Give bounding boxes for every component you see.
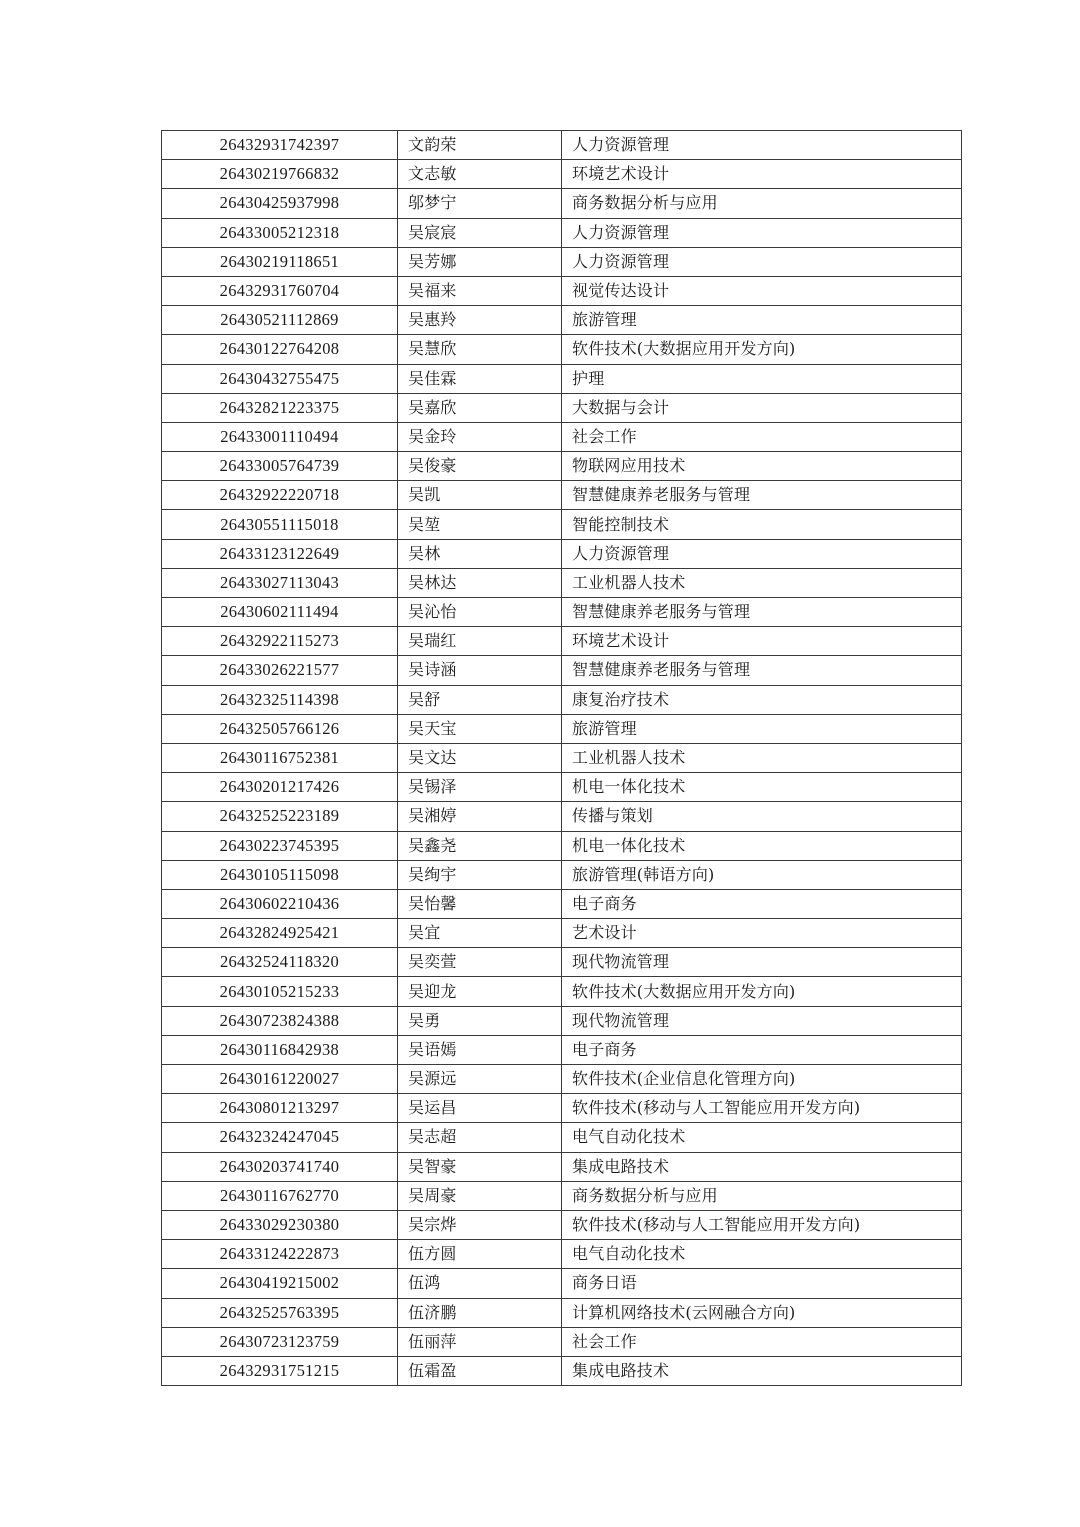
student-name-cell: 吴堃 xyxy=(398,510,562,539)
student-name-cell: 吴周豪 xyxy=(398,1181,562,1210)
student-name-cell: 吴勇 xyxy=(398,1006,562,1035)
major-cell: 物联网应用技术 xyxy=(562,452,962,481)
table-row xyxy=(162,306,962,335)
student-id-cell: 26432525223189 xyxy=(162,802,398,831)
major-cell: 软件技术(移动与人工智能应用开发方向) xyxy=(562,1210,962,1239)
student-name-cell: 邬梦宁 xyxy=(398,189,562,218)
student-name-cell: 吴宸宸 xyxy=(398,218,562,247)
student-id-cell: 26432525763395 xyxy=(162,1298,398,1327)
table-row xyxy=(162,889,962,918)
student-name-cell: 吴怡馨 xyxy=(398,889,562,918)
table-row xyxy=(162,1240,962,1269)
student-id-cell: 26430432755475 xyxy=(162,364,398,393)
student-name-cell: 吴锡泽 xyxy=(398,773,562,802)
table-row xyxy=(162,743,962,772)
student-id-cell: 26433005764739 xyxy=(162,452,398,481)
major-cell: 机电一体化技术 xyxy=(562,773,962,802)
major-cell: 电气自动化技术 xyxy=(562,1240,962,1269)
student-id-cell: 26433001110494 xyxy=(162,422,398,451)
student-name-cell: 吴志超 xyxy=(398,1123,562,1152)
table-row xyxy=(162,919,962,948)
student-id-cell: 26430116842938 xyxy=(162,1035,398,1064)
student-name-cell: 伍丽萍 xyxy=(398,1327,562,1356)
student-id-cell: 26430801213297 xyxy=(162,1094,398,1123)
student-id-cell: 26430723123759 xyxy=(162,1327,398,1356)
student-name-cell: 吴凯 xyxy=(398,481,562,510)
student-name-cell: 吴绚宇 xyxy=(398,860,562,889)
student-name-cell: 伍霜盈 xyxy=(398,1356,562,1385)
major-cell: 智慧健康养老服务与管理 xyxy=(562,598,962,627)
table-row xyxy=(162,393,962,422)
table-row xyxy=(162,1152,962,1181)
major-cell: 护理 xyxy=(562,364,962,393)
major-cell: 软件技术(大数据应用开发方向) xyxy=(562,977,962,1006)
student-name-cell: 吴佳霖 xyxy=(398,364,562,393)
student-id-cell: 26430116752381 xyxy=(162,743,398,772)
major-cell: 视觉传达设计 xyxy=(562,276,962,305)
student-id-cell: 26430116762770 xyxy=(162,1181,398,1210)
student-id-cell: 26432325114398 xyxy=(162,685,398,714)
student-id-cell: 26430551115018 xyxy=(162,510,398,539)
table-row xyxy=(162,656,962,685)
table-row xyxy=(162,422,962,451)
student-name-cell: 伍方圆 xyxy=(398,1240,562,1269)
student-name-cell: 吴智豪 xyxy=(398,1152,562,1181)
table-row xyxy=(162,802,962,831)
major-cell: 软件技术(移动与人工智能应用开发方向) xyxy=(562,1094,962,1123)
student-id-cell: 26430203741740 xyxy=(162,1152,398,1181)
major-cell: 现代物流管理 xyxy=(562,1006,962,1035)
student-name-cell: 吴瑞红 xyxy=(398,627,562,656)
table-row xyxy=(162,1181,962,1210)
student-name-cell: 吴福来 xyxy=(398,276,562,305)
student-name-cell: 伍济鹏 xyxy=(398,1298,562,1327)
student-name-cell: 吴源远 xyxy=(398,1065,562,1094)
student-name-cell: 吴嘉欣 xyxy=(398,393,562,422)
table-row xyxy=(162,627,962,656)
student-id-cell: 26430122764208 xyxy=(162,335,398,364)
student-name-cell: 吴沁怡 xyxy=(398,598,562,627)
student-id-cell: 26433124222873 xyxy=(162,1240,398,1269)
major-cell: 智慧健康养老服务与管理 xyxy=(562,481,962,510)
major-cell: 工业机器人技术 xyxy=(562,568,962,597)
table-row xyxy=(162,276,962,305)
student-id-cell: 26432824925421 xyxy=(162,919,398,948)
student-roster-table xyxy=(161,130,962,1386)
major-cell: 环境艺术设计 xyxy=(562,627,962,656)
major-cell: 智能控制技术 xyxy=(562,510,962,539)
major-cell: 现代物流管理 xyxy=(562,948,962,977)
student-id-cell: 26430723824388 xyxy=(162,1006,398,1035)
major-cell: 商务日语 xyxy=(562,1269,962,1298)
table-row xyxy=(162,452,962,481)
table-row xyxy=(162,1006,962,1035)
student-name-cell: 吴迎龙 xyxy=(398,977,562,1006)
table-row xyxy=(162,1210,962,1239)
major-cell: 人力资源管理 xyxy=(562,218,962,247)
table-row xyxy=(162,1327,962,1356)
major-cell: 社会工作 xyxy=(562,422,962,451)
major-cell: 电子商务 xyxy=(562,889,962,918)
major-cell: 人力资源管理 xyxy=(562,539,962,568)
roster-body xyxy=(162,131,962,1386)
table-row xyxy=(162,510,962,539)
table-row xyxy=(162,831,962,860)
student-name-cell: 吴金玲 xyxy=(398,422,562,451)
student-name-cell: 吴运昌 xyxy=(398,1094,562,1123)
major-cell: 商务数据分析与应用 xyxy=(562,189,962,218)
table-row xyxy=(162,131,962,160)
student-id-cell: 26432931742397 xyxy=(162,131,398,160)
major-cell: 人力资源管理 xyxy=(562,131,962,160)
table-row xyxy=(162,247,962,276)
student-name-cell: 吴天宝 xyxy=(398,714,562,743)
student-name-cell: 文志敏 xyxy=(398,160,562,189)
student-name-cell: 文韵荣 xyxy=(398,131,562,160)
student-name-cell: 吴湘婷 xyxy=(398,802,562,831)
major-cell: 社会工作 xyxy=(562,1327,962,1356)
major-cell: 软件技术(大数据应用开发方向) xyxy=(562,335,962,364)
student-id-cell: 26432324247045 xyxy=(162,1123,398,1152)
student-id-cell: 26430105215233 xyxy=(162,977,398,1006)
student-id-cell: 26430419215002 xyxy=(162,1269,398,1298)
student-name-cell: 吴宜 xyxy=(398,919,562,948)
table-row xyxy=(162,568,962,597)
student-id-cell: 26430219766832 xyxy=(162,160,398,189)
student-id-cell: 26432931751215 xyxy=(162,1356,398,1385)
student-id-cell: 26432931760704 xyxy=(162,276,398,305)
major-cell: 集成电路技术 xyxy=(562,1152,962,1181)
table-row xyxy=(162,335,962,364)
major-cell: 旅游管理 xyxy=(562,306,962,335)
table-row xyxy=(162,1094,962,1123)
student-name-cell: 伍鸿 xyxy=(398,1269,562,1298)
major-cell: 康复治疗技术 xyxy=(562,685,962,714)
table-row xyxy=(162,189,962,218)
student-id-cell: 26432524118320 xyxy=(162,948,398,977)
table-row xyxy=(162,1035,962,1064)
table-row xyxy=(162,160,962,189)
student-id-cell: 26433029230380 xyxy=(162,1210,398,1239)
table-row xyxy=(162,218,962,247)
table-row xyxy=(162,364,962,393)
student-id-cell: 26430602210436 xyxy=(162,889,398,918)
student-name-cell: 吴林 xyxy=(398,539,562,568)
student-id-cell: 26430425937998 xyxy=(162,189,398,218)
table-row xyxy=(162,977,962,1006)
table-row xyxy=(162,1298,962,1327)
major-cell: 集成电路技术 xyxy=(562,1356,962,1385)
student-id-cell: 26430521112869 xyxy=(162,306,398,335)
student-id-cell: 26432922220718 xyxy=(162,481,398,510)
major-cell: 大数据与会计 xyxy=(562,393,962,422)
table-row xyxy=(162,773,962,802)
student-id-cell: 26430201217426 xyxy=(162,773,398,802)
table-row xyxy=(162,860,962,889)
student-id-cell: 26433026221577 xyxy=(162,656,398,685)
table-row xyxy=(162,714,962,743)
student-name-cell: 吴林达 xyxy=(398,568,562,597)
major-cell: 旅游管理(韩语方向) xyxy=(562,860,962,889)
student-id-cell: 26430223745395 xyxy=(162,831,398,860)
major-cell: 软件技术(企业信息化管理方向) xyxy=(562,1065,962,1094)
table-row xyxy=(162,539,962,568)
table-row xyxy=(162,481,962,510)
table-row xyxy=(162,1356,962,1385)
student-name-cell: 吴舒 xyxy=(398,685,562,714)
student-id-cell: 26430602111494 xyxy=(162,598,398,627)
major-cell: 人力资源管理 xyxy=(562,247,962,276)
student-id-cell: 26432821223375 xyxy=(162,393,398,422)
major-cell: 工业机器人技术 xyxy=(562,743,962,772)
student-id-cell: 26430161220027 xyxy=(162,1065,398,1094)
student-id-cell: 26433027113043 xyxy=(162,568,398,597)
student-id-cell: 26432922115273 xyxy=(162,627,398,656)
major-cell: 电子商务 xyxy=(562,1035,962,1064)
major-cell: 智慧健康养老服务与管理 xyxy=(562,656,962,685)
table-row xyxy=(162,1123,962,1152)
major-cell: 环境艺术设计 xyxy=(562,160,962,189)
student-name-cell: 吴文达 xyxy=(398,743,562,772)
student-name-cell: 吴诗涵 xyxy=(398,656,562,685)
major-cell: 旅游管理 xyxy=(562,714,962,743)
student-name-cell: 吴奕萱 xyxy=(398,948,562,977)
major-cell: 计算机网络技术(云网融合方向) xyxy=(562,1298,962,1327)
table-row xyxy=(162,685,962,714)
table-row xyxy=(162,598,962,627)
student-id-cell: 26430105115098 xyxy=(162,860,398,889)
major-cell: 电气自动化技术 xyxy=(562,1123,962,1152)
student-id-cell: 26432505766126 xyxy=(162,714,398,743)
table-row xyxy=(162,1065,962,1094)
student-id-cell: 26433005212318 xyxy=(162,218,398,247)
student-name-cell: 吴宗烨 xyxy=(398,1210,562,1239)
table-row xyxy=(162,1269,962,1298)
major-cell: 商务数据分析与应用 xyxy=(562,1181,962,1210)
student-name-cell: 吴俊豪 xyxy=(398,452,562,481)
student-name-cell: 吴鑫尧 xyxy=(398,831,562,860)
student-name-cell: 吴芳娜 xyxy=(398,247,562,276)
table-row xyxy=(162,948,962,977)
major-cell: 传播与策划 xyxy=(562,802,962,831)
major-cell: 机电一体化技术 xyxy=(562,831,962,860)
student-name-cell: 吴惠羚 xyxy=(398,306,562,335)
student-name-cell: 吴语嫣 xyxy=(398,1035,562,1064)
student-name-cell: 吴慧欣 xyxy=(398,335,562,364)
student-id-cell: 26430219118651 xyxy=(162,247,398,276)
student-id-cell: 26433123122649 xyxy=(162,539,398,568)
major-cell: 艺术设计 xyxy=(562,919,962,948)
